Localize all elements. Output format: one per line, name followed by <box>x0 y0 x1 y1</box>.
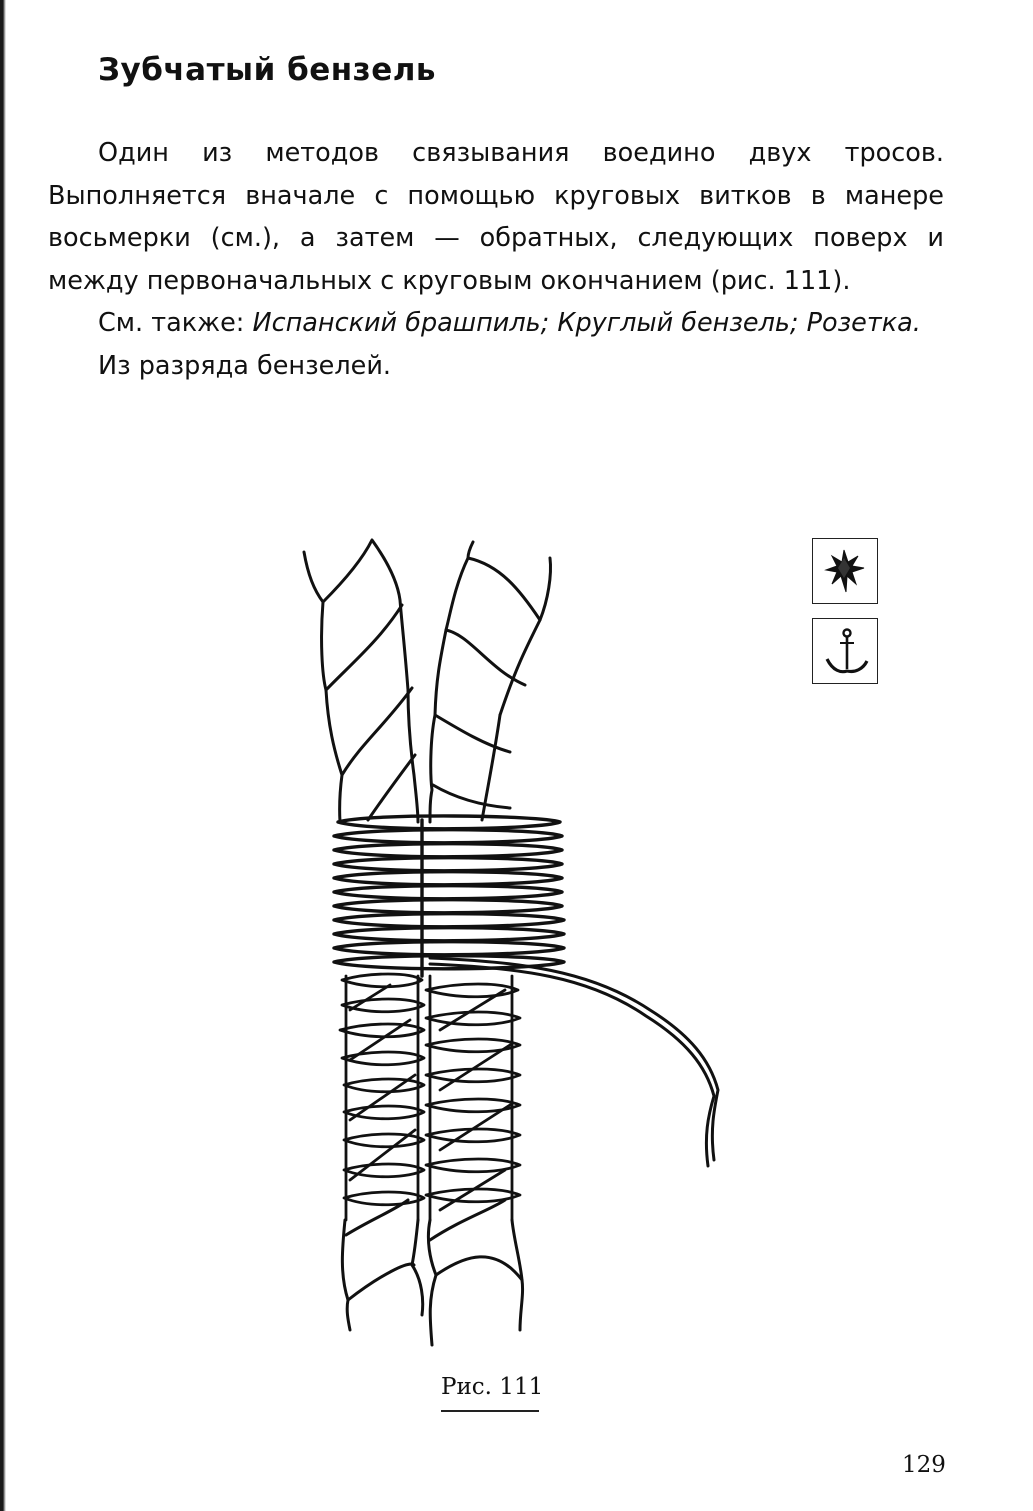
see-also-prefix: См. также: <box>98 308 253 338</box>
anchor-icon <box>821 625 869 677</box>
article-body <box>48 132 944 387</box>
category-paragraph: Из разряда бензелей. <box>98 350 392 381</box>
page-number: 129 <box>902 1452 946 1478</box>
see-also-links[interactable]: Испанский брашпиль; Круглый бензель; Розетка. <box>252 308 921 338</box>
page-title: Зубчатый бензель <box>98 52 437 88</box>
figure-caption: Рис. 111 <box>441 1374 544 1400</box>
definition-paragraph: Один из методов связывания воедино двух тросов. Выполняется вначале с помощью круговых витков в манере восьмерки (см.), а затем — обратных, следующих поверх и между первоначальных с круговым окончанием (рис. 111). <box>48 138 944 296</box>
figure-seizing-illustration <box>290 530 740 1350</box>
anchor-icon-box <box>812 618 878 684</box>
see-also-paragraph <box>48 302 944 345</box>
compass-rose-icon <box>824 548 866 594</box>
caption-underline <box>441 1410 539 1412</box>
page-binding-edge <box>0 0 6 1511</box>
compass-rose-icon-box <box>812 538 878 604</box>
